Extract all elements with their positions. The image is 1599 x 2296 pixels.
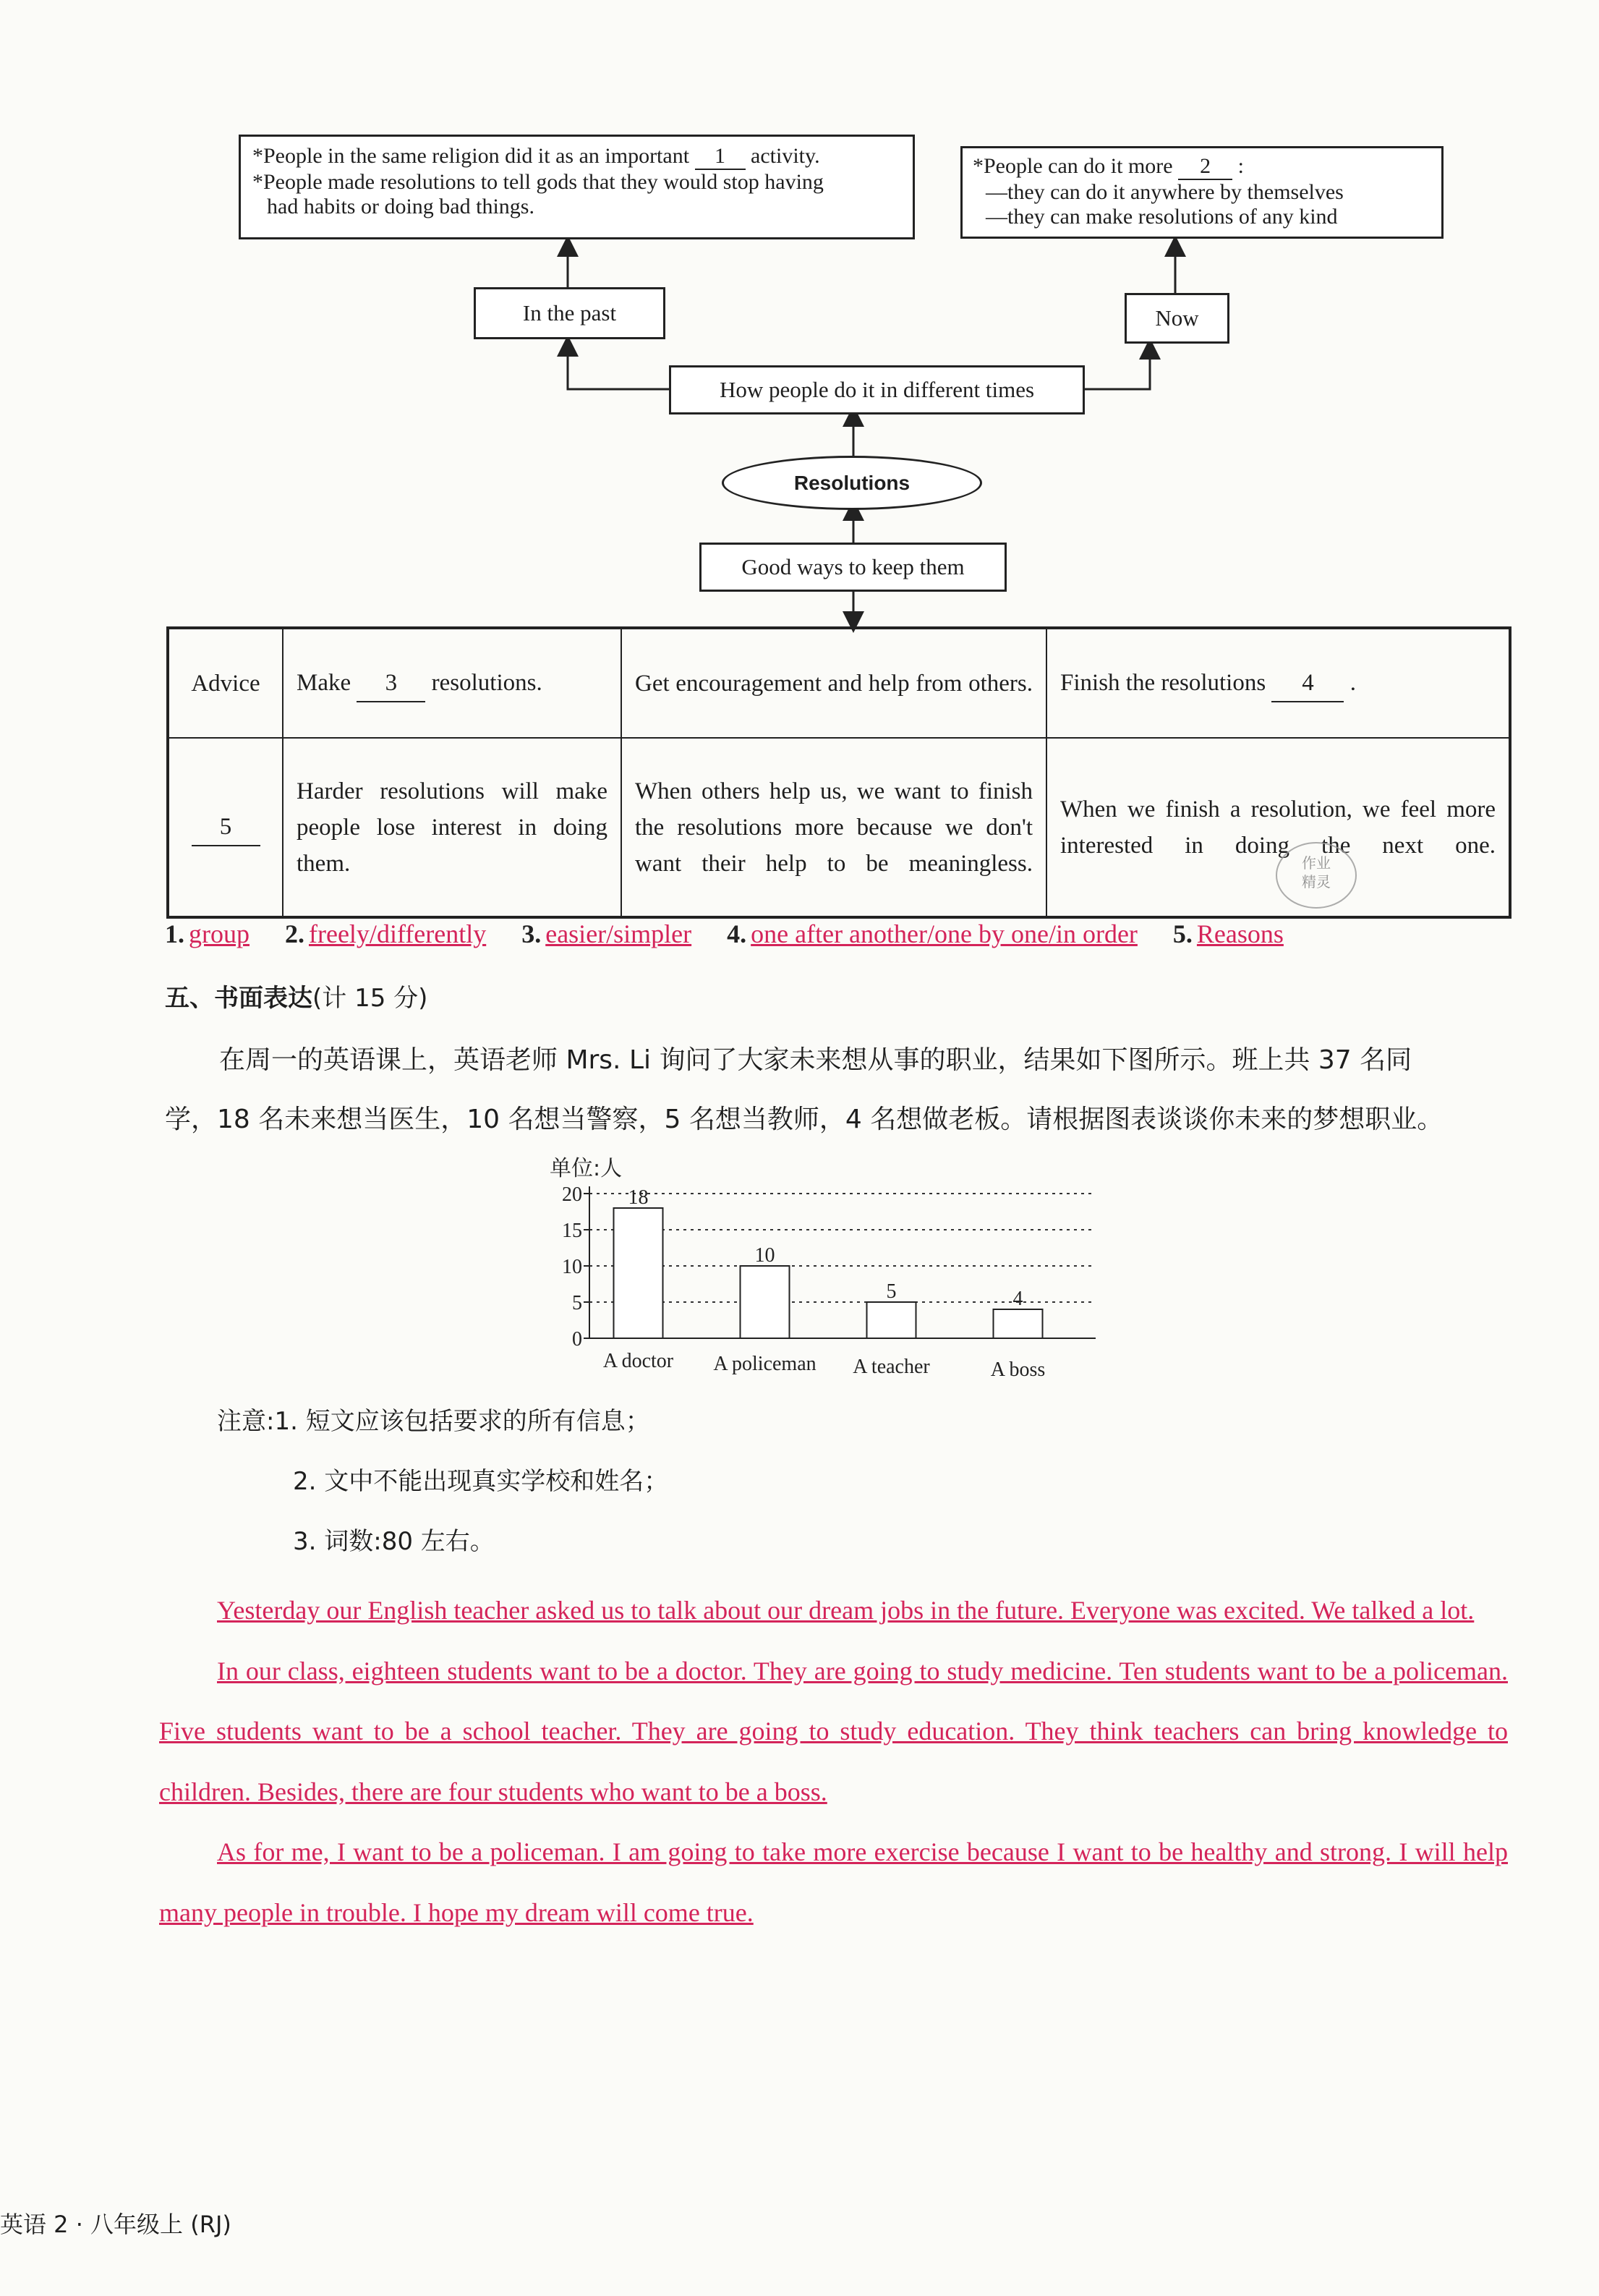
past-line-1: *People in the same religion did it as an important (252, 144, 690, 168)
category-label: A boss (990, 1359, 1046, 1378)
resolutions-ellipse (722, 456, 982, 510)
answer-number: 4. (727, 919, 747, 948)
row-label-advice: Advice (168, 628, 283, 738)
bar-value-label: 10 (754, 1244, 775, 1267)
center-node (669, 365, 1085, 414)
y-tick-label: 20 (562, 1183, 582, 1206)
section-title: 五、书面表达 (165, 984, 312, 1013)
bar-value-label: 18 (628, 1186, 649, 1209)
center-label: How people do it in different times (719, 377, 1035, 402)
bar (994, 1309, 1043, 1338)
row-label-blank-cell (168, 738, 283, 917)
cell-text: . (1349, 669, 1356, 696)
stamp-text-1: 作业 (1302, 856, 1331, 872)
cell-advice-1 (283, 628, 621, 738)
essay-paragraph-3: As for me, I want to be a policeman. I am going to take more exercise because I want to be healthy and strong. I will help many people in trouble. I hope my dream will come true. (159, 1837, 1508, 1927)
section-points: (计 15 分) (312, 984, 428, 1013)
bar-value-label: 4 (1012, 1288, 1023, 1310)
good-ways-label: Good ways to keep them (741, 554, 965, 579)
now-node (1125, 293, 1229, 344)
note-2: 2. 文中不能出现真实学校和姓名； (293, 1467, 669, 1496)
bar (741, 1266, 790, 1338)
cell-reason-1: Harder resolutions will make people lose interest in doing them. (283, 738, 621, 917)
cell-advice-2: Get encouragement and help from others. (621, 628, 1046, 738)
now-line-3: —they can make resolutions of any kind (986, 205, 1338, 229)
resolutions-label: Resolutions (793, 471, 911, 494)
y-tick-label: 15 (562, 1220, 582, 1242)
chart-unit-label: 单位:人 (550, 1156, 623, 1181)
answer-key (165, 919, 1313, 949)
now-line-1-end: : (1237, 154, 1244, 178)
y-tick-label: 10 (562, 1256, 582, 1278)
answer-5: Reasons (1196, 919, 1284, 948)
now-description-box (960, 146, 1444, 239)
answer-4: one after another/one by one/in order (751, 919, 1138, 948)
now-label: Now (1155, 305, 1199, 331)
blank-4: 4 (1271, 665, 1344, 702)
cell-advice-3 (1046, 628, 1510, 738)
answer-number: 3. (521, 919, 542, 948)
now-line-2: —they can do it anywhere by themselves (986, 180, 1344, 204)
bar-value-label: 5 (886, 1280, 897, 1303)
sample-essay (159, 1581, 1508, 1943)
category-label: A teacher (853, 1356, 930, 1378)
section-heading (165, 978, 427, 1013)
answer-number: 5. (1172, 919, 1193, 948)
answer-1: group (189, 919, 250, 948)
y-tick-label: 0 (572, 1328, 582, 1351)
prompt-line-2: 学，18 名未来想当医生，10 名想当警察，5 名想当教师，4 名想做老板。请根据图表谈谈你未来的梦想职业。 (165, 1105, 1444, 1134)
good-ways-node (699, 543, 1007, 592)
cell-reason-2: When others help us, we want to finish the resolutions more because we don't want their help to be meaningless. (621, 738, 1046, 917)
answer-3: easier/simpler (545, 919, 692, 948)
answer-number: 1. (165, 919, 184, 948)
essay-paragraph-1: Yesterday our English teacher asked us to talk about our dream jobs in the future. Everyone was excited. We talked a lot. (217, 1596, 1475, 1625)
past-line-2: *People made resolutions to tell gods that they would stop having (252, 170, 824, 194)
past-description-box (239, 135, 915, 239)
past-line-3: had habits or doing bad things. (267, 195, 534, 218)
blank-2: 2 (1178, 154, 1232, 180)
bar (867, 1302, 916, 1338)
watermark-stamp (1269, 836, 1363, 915)
blank-1: 1 (695, 144, 746, 170)
y-tick-label: 5 (572, 1292, 582, 1314)
note-1: 注意:1. 短文应该包括要求的所有信息； (217, 1407, 650, 1436)
in-the-past-node (474, 287, 665, 339)
cell-text: Make (297, 669, 351, 696)
category-label: A doctor (602, 1350, 674, 1372)
cell-text: resolutions. (431, 669, 542, 696)
cell-text: Finish the resolutions (1060, 669, 1266, 696)
in-the-past-label: In the past (522, 300, 617, 326)
note-3: 3. 词数:80 左右。 (293, 1527, 495, 1556)
blank-3: 3 (357, 665, 425, 702)
prompt-line-1: 在周一的英语课上，英语老师 Mrs. Li 询问了大家未来想从事的职业，结果如下图所示。班上共 37 名同 (219, 1045, 1412, 1075)
page-footer: 英语 2 · 八年级上 (RJ) (0, 2211, 231, 2238)
category-label: A policeman (713, 1353, 816, 1375)
prompt-text (165, 1031, 1510, 1149)
answer-number: 2. (285, 919, 304, 948)
past-line-1-end: activity. (751, 144, 820, 168)
blank-5: 5 (192, 809, 260, 846)
career-bar-chart (535, 1154, 1114, 1378)
table-row (168, 628, 1510, 738)
bar (614, 1208, 663, 1338)
cell-reason-3: When we finish a resolution, we feel more interested in doing the next one. (1046, 738, 1510, 917)
essay-paragraph-2: In our class, eighteen students want to be a doctor. They are going to study medicine. Ten students want to be a policeman. Five students want to be a school teacher. They are going to study education. They think teachers can bring knowledge to children. Besides, there are four students who want to be a boss. (159, 1656, 1508, 1806)
stamp-text-2: 精灵 (1302, 875, 1331, 890)
now-line-1: *People can do it more (973, 154, 1173, 178)
answer-2: freely/differently (309, 919, 487, 948)
